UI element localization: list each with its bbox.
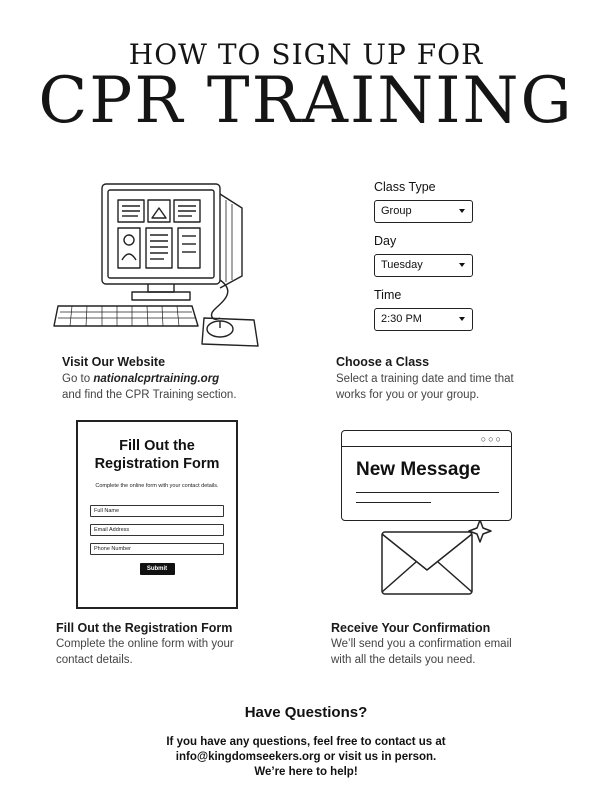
- page-subtitle: HOW TO SIGN UP FOR: [128, 38, 484, 71]
- step-3-body-line1: Complete the online form with your: [56, 638, 234, 650]
- step-2-body-line1: Select a training date and time that: [336, 373, 514, 385]
- day-value: Tuesday: [381, 259, 423, 271]
- message-window: [341, 430, 512, 521]
- class-type-dropdown[interactable]: [374, 200, 473, 223]
- chevron-down-icon: [459, 317, 465, 321]
- step-4-heading: Receive Your Confirmation: [331, 621, 491, 635]
- footer-line3: We’re here to help!: [254, 766, 358, 778]
- step-1-body-prefix: Go to: [62, 373, 94, 385]
- page-title: CPR TRAINING: [38, 64, 574, 138]
- step-2-body-line2: works for you or your group.: [336, 389, 480, 401]
- footer-contact-line: info@kingdomseekers.org or visit us in person.: [175, 751, 437, 763]
- step-3-body-line2: contact details.: [56, 654, 133, 666]
- footer-body: [0, 735, 612, 780]
- step-1-body: [62, 371, 302, 403]
- step-4-body: [331, 636, 581, 668]
- time-label: Time: [374, 288, 402, 302]
- class-type-value: Group: [381, 205, 412, 217]
- registration-form: [76, 420, 238, 609]
- window-dots-icon: ○○○: [480, 434, 503, 444]
- submit-button[interactable]: Submit: [140, 563, 175, 575]
- message-line: [356, 492, 499, 493]
- envelope-icon: [380, 520, 500, 600]
- time-value: 2:30 PM: [381, 313, 422, 325]
- step-2-body: [336, 371, 586, 403]
- day-dropdown[interactable]: [374, 254, 473, 277]
- step-3-body: [56, 636, 296, 668]
- registration-title-line1: Fill Out the: [119, 438, 195, 454]
- time-dropdown[interactable]: [374, 308, 473, 331]
- message-line: [356, 502, 431, 503]
- computer-icon: [52, 180, 262, 350]
- registration-form-title: [90, 437, 224, 473]
- class-type-label: Class Type: [374, 180, 436, 194]
- chevron-down-icon: [459, 263, 465, 267]
- step-4-body-line1: We’ll send you a confirmation email: [331, 638, 512, 650]
- registration-title-line2: Registration Form: [94, 456, 220, 472]
- class-selector: [374, 180, 484, 342]
- step-4-body-line2: with all the details you need.: [331, 654, 476, 666]
- window-title-bar: [342, 446, 511, 447]
- step-3-heading: Fill Out the Registration Form: [56, 621, 233, 635]
- registration-form-description: Complete the online form with your contact details.: [95, 483, 219, 489]
- chevron-down-icon: [459, 209, 465, 213]
- message-title: New Message: [356, 459, 481, 480]
- step-2-heading: Choose a Class: [336, 355, 430, 369]
- step-1-heading: Visit Our Website: [62, 355, 166, 369]
- website-url: nationalcprtraining.org: [93, 373, 220, 385]
- footer-line1: If you have any questions, feel free to contact us at: [166, 736, 446, 748]
- footer-heading: Have Questions?: [244, 704, 368, 721]
- full-name-field[interactable]: Full Name: [90, 505, 224, 517]
- step-1-body-suffix: and find the CPR Training section.: [62, 389, 237, 401]
- phone-field[interactable]: Phone Number: [90, 543, 224, 555]
- email-field[interactable]: Email Address: [90, 524, 224, 536]
- day-label: Day: [374, 234, 397, 248]
